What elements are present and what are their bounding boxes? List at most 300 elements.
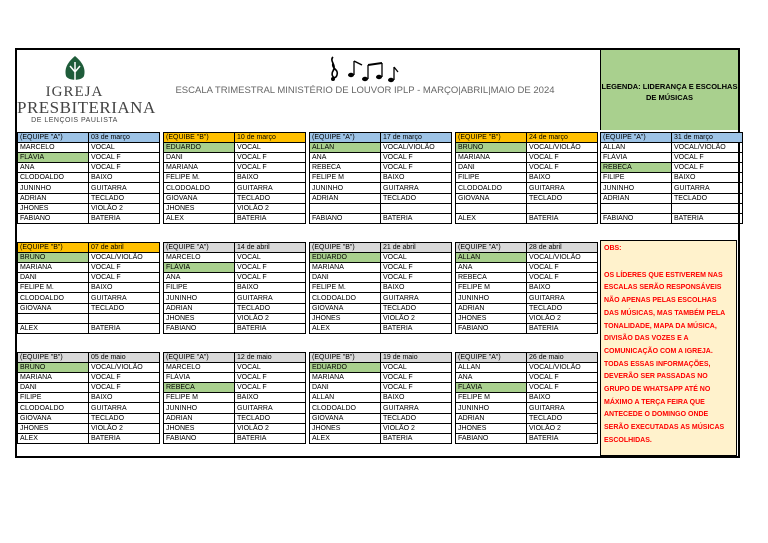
service-date: 17 de março bbox=[381, 133, 452, 143]
member-role: VOCAL F bbox=[381, 273, 452, 283]
schedule-block bbox=[600, 132, 743, 224]
table-row bbox=[601, 143, 743, 153]
table-row bbox=[164, 253, 306, 263]
logo-line-3: DE LENÇOIS PAULISTA bbox=[31, 117, 118, 124]
member-role bbox=[381, 203, 452, 213]
service-date: 28 de abril bbox=[527, 243, 598, 253]
table-row bbox=[456, 203, 598, 213]
table-row bbox=[601, 183, 743, 193]
table-row bbox=[310, 153, 452, 163]
member-name: FILIPE bbox=[18, 393, 89, 403]
table-row bbox=[456, 373, 598, 383]
table-row bbox=[456, 293, 598, 303]
member-role: VIOLÃO 2 bbox=[89, 423, 160, 433]
member-role: BAIXO bbox=[235, 283, 306, 293]
table-row bbox=[310, 423, 452, 433]
music-notes-icon bbox=[327, 53, 399, 85]
member-name: BRUNO bbox=[18, 363, 89, 373]
table-row bbox=[18, 403, 160, 413]
service-date: 31 de março bbox=[672, 133, 743, 143]
member-role: VOCAL/VIOLÃO bbox=[89, 363, 160, 373]
member-name bbox=[601, 203, 672, 213]
obs-text: OS LÍDERES QUE ESTIVEREM NAS ESCALAS SERÃO RESPONSÁVEIS NÃO APENAS PELAS ESCOLHAS DAS MÚSICAS, MAS TAMBÉM PELA TONALIDADE, MAPA DA MÚSICA, DIVISÃO DAS VOZES E A COMUNICAÇÃO COM A IGREJA. TODAS ESSAS INFORMAÇÕES, DEVERÃO SER PASSADAS NO GRUPO DE WHATSAPP ATÉ NO MÁXIMO A TERÇA FEIRA QUE ANTECEDE O DOMINGO ONDE SERÃO EXECUTADAS AS MÚSICAS ESCOLHIDAS. bbox=[604, 271, 725, 444]
member-role: BAIXO bbox=[89, 393, 160, 403]
member-name: DANI bbox=[456, 163, 527, 173]
member-role: GUITARRA bbox=[672, 183, 743, 193]
block-header bbox=[310, 133, 452, 143]
block-header bbox=[18, 353, 160, 363]
table-row bbox=[164, 363, 306, 373]
member-role: BATERIA bbox=[89, 433, 160, 443]
table-row bbox=[310, 163, 452, 173]
member-role: VOCAL F bbox=[527, 383, 598, 393]
block-header bbox=[18, 133, 160, 143]
table-row bbox=[456, 193, 598, 203]
member-name: MARIANA bbox=[18, 373, 89, 383]
member-name: JHONES bbox=[164, 423, 235, 433]
member-role: VOCAL/VIOLÃO bbox=[527, 143, 598, 153]
member-role bbox=[672, 203, 743, 213]
table-row bbox=[18, 413, 160, 423]
member-name: ANA bbox=[164, 273, 235, 283]
member-role: VOCAL bbox=[235, 253, 306, 263]
table-row bbox=[310, 413, 452, 423]
member-role: VOCAL/VIOLÃO bbox=[527, 253, 598, 263]
member-role: TECLADO bbox=[235, 193, 306, 203]
table-row bbox=[164, 293, 306, 303]
member-name: ANA bbox=[456, 373, 527, 383]
member-name: JUNINHO bbox=[456, 293, 527, 303]
schedule-block bbox=[309, 352, 452, 444]
member-name: JHONES bbox=[18, 423, 89, 433]
member-name: ALEX bbox=[310, 323, 381, 333]
table-row bbox=[310, 323, 452, 333]
table-row bbox=[164, 433, 306, 443]
member-name: ALEX bbox=[18, 433, 89, 443]
team-label: (EQUIPE "A") bbox=[456, 353, 527, 363]
member-role: BAIXO bbox=[381, 173, 452, 183]
table-row bbox=[18, 293, 160, 303]
table-row bbox=[164, 313, 306, 323]
member-role: VOCAL F bbox=[381, 383, 452, 393]
member-name: FILIPE bbox=[164, 283, 235, 293]
table-row bbox=[310, 213, 452, 223]
table-row bbox=[18, 373, 160, 383]
member-name: JUNINHO bbox=[164, 293, 235, 303]
table-row bbox=[164, 383, 306, 393]
member-name: ADRIAN bbox=[310, 193, 381, 203]
table-row bbox=[18, 253, 160, 263]
member-name: EDUARDO bbox=[310, 253, 381, 263]
member-role bbox=[527, 203, 598, 213]
member-role: BATERIA bbox=[527, 213, 598, 223]
table-row bbox=[164, 153, 306, 163]
table-row bbox=[310, 383, 452, 393]
member-name: ADRIAN bbox=[601, 193, 672, 203]
table-row bbox=[18, 433, 160, 443]
member-name: ALLAN bbox=[310, 143, 381, 153]
table-row bbox=[164, 143, 306, 153]
schedule-block bbox=[455, 132, 598, 224]
member-name: FELIPE M bbox=[310, 173, 381, 183]
member-role: TECLADO bbox=[381, 303, 452, 313]
table-row bbox=[601, 213, 743, 223]
member-name: CLODOALDO bbox=[18, 403, 89, 413]
table-row bbox=[164, 193, 306, 203]
table-row bbox=[164, 173, 306, 183]
member-name: JHONES bbox=[456, 423, 527, 433]
member-role: VOCAL/VIOLÃO bbox=[381, 143, 452, 153]
member-role: VOCAL bbox=[381, 253, 452, 263]
table-row bbox=[164, 263, 306, 273]
table-row bbox=[456, 323, 598, 333]
schedule-block bbox=[455, 352, 598, 444]
table-row bbox=[310, 303, 452, 313]
schedule-block bbox=[163, 242, 306, 334]
member-name: BRUNO bbox=[18, 253, 89, 263]
member-role: GUITARRA bbox=[527, 403, 598, 413]
member-role: VOCAL F bbox=[89, 383, 160, 393]
member-role: VOCAL F bbox=[235, 383, 306, 393]
member-role: GUITARRA bbox=[89, 183, 160, 193]
member-name: EDUARDO bbox=[164, 143, 235, 153]
member-role: VIOLÃO 2 bbox=[235, 203, 306, 213]
member-role: BATERIA bbox=[89, 323, 160, 333]
table-row bbox=[456, 423, 598, 433]
table-row bbox=[456, 273, 598, 283]
table-row bbox=[164, 423, 306, 433]
table-row bbox=[18, 323, 160, 333]
table-row bbox=[456, 283, 598, 293]
table-row bbox=[310, 173, 452, 183]
member-role: TECLADO bbox=[235, 413, 306, 423]
member-role: TECLADO bbox=[672, 193, 743, 203]
table-row bbox=[164, 183, 306, 193]
member-name: REBECA bbox=[456, 273, 527, 283]
member-role: VIOLÃO 2 bbox=[89, 203, 160, 213]
table-row bbox=[18, 423, 160, 433]
table-row bbox=[310, 263, 452, 273]
member-role: GUITARRA bbox=[381, 403, 452, 413]
table-row bbox=[18, 283, 160, 293]
member-name: MARCELO bbox=[18, 143, 89, 153]
service-date: 24 de março bbox=[527, 133, 598, 143]
member-name: MARCELO bbox=[164, 253, 235, 263]
member-name: FABIANO bbox=[18, 213, 89, 223]
member-name: JHONES bbox=[456, 313, 527, 323]
member-name: JUNINHO bbox=[310, 183, 381, 193]
member-role: TECLADO bbox=[527, 303, 598, 313]
obs-title: OBS: bbox=[604, 245, 622, 252]
member-name bbox=[456, 203, 527, 213]
member-role: GUITARRA bbox=[381, 293, 452, 303]
member-name: CLODOALDO bbox=[18, 173, 89, 183]
member-name: REBECA bbox=[310, 163, 381, 173]
schedule-block bbox=[455, 242, 598, 334]
member-role: VIOLÃO 2 bbox=[381, 313, 452, 323]
table-row bbox=[456, 313, 598, 323]
member-role: BATERIA bbox=[235, 433, 306, 443]
team-label: (EQUIPE "A") bbox=[456, 243, 527, 253]
table-row bbox=[164, 273, 306, 283]
member-role: VOCAL F bbox=[672, 163, 743, 173]
table-row bbox=[310, 403, 452, 413]
member-role: VOCAL F bbox=[235, 153, 306, 163]
member-role: BAIXO bbox=[235, 393, 306, 403]
member-name: DANI bbox=[18, 383, 89, 393]
member-role: VOCAL F bbox=[89, 373, 160, 383]
block-header bbox=[456, 133, 598, 143]
member-role: GUITARRA bbox=[527, 293, 598, 303]
table-row bbox=[456, 163, 598, 173]
member-role: VOCAL F bbox=[235, 273, 306, 283]
member-name: FABIANO bbox=[456, 323, 527, 333]
member-name: FLÁVIA bbox=[164, 263, 235, 273]
member-name: MARCELO bbox=[164, 363, 235, 373]
logo-line-1: IGREJA bbox=[45, 84, 104, 100]
member-name: ALLAN bbox=[601, 143, 672, 153]
member-name: ALLAN bbox=[456, 253, 527, 263]
member-role: TECLADO bbox=[89, 193, 160, 203]
member-role: VOCAL/VIOLÃO bbox=[672, 143, 743, 153]
schedule-block bbox=[309, 132, 452, 224]
table-row bbox=[601, 193, 743, 203]
table-row bbox=[310, 373, 452, 383]
member-role: VOCAL F bbox=[527, 263, 598, 273]
member-name: GIOVANA bbox=[456, 193, 527, 203]
team-label: (EQUIPE "B") bbox=[310, 243, 381, 253]
member-role: TECLADO bbox=[527, 413, 598, 423]
member-name: ADRIAN bbox=[164, 303, 235, 313]
table-row bbox=[164, 203, 306, 213]
table-row bbox=[18, 263, 160, 273]
member-role: VOCAL/VIOLÃO bbox=[89, 253, 160, 263]
member-role: BAIXO bbox=[235, 173, 306, 183]
block-header bbox=[310, 243, 452, 253]
member-name: DANI bbox=[18, 273, 89, 283]
member-role: GUITARRA bbox=[527, 183, 598, 193]
service-date: 14 de abril bbox=[235, 243, 306, 253]
member-name: JUNINHO bbox=[601, 183, 672, 193]
member-name: FABIANO bbox=[601, 213, 672, 223]
member-role: TECLADO bbox=[381, 413, 452, 423]
member-role: VOCAL F bbox=[89, 273, 160, 283]
team-label: (EQUIPE "A") bbox=[310, 133, 381, 143]
table-row bbox=[310, 363, 452, 373]
block-header bbox=[456, 353, 598, 363]
member-name: CLODOALDO bbox=[310, 293, 381, 303]
member-name: ADRIAN bbox=[164, 413, 235, 423]
member-name: FELIPE M. bbox=[164, 173, 235, 183]
table-row bbox=[164, 163, 306, 173]
member-role: BAIXO bbox=[381, 393, 452, 403]
table-row bbox=[18, 203, 160, 213]
member-name: FILIPE bbox=[456, 173, 527, 183]
table-row bbox=[456, 413, 598, 423]
member-name: DANI bbox=[310, 273, 381, 283]
member-role: VOCAL F bbox=[672, 153, 743, 163]
member-name: ANA bbox=[456, 263, 527, 273]
schedule-block bbox=[17, 242, 160, 334]
table-row bbox=[310, 393, 452, 403]
member-name: FABIANO bbox=[164, 433, 235, 443]
team-label: (EQUIPE "A") bbox=[164, 243, 235, 253]
member-name: JHONES bbox=[310, 313, 381, 323]
member-name bbox=[18, 313, 89, 323]
table-row bbox=[601, 153, 743, 163]
member-role: BATERIA bbox=[381, 323, 452, 333]
block-header bbox=[164, 133, 306, 143]
member-role: VIOLÃO 2 bbox=[235, 313, 306, 323]
member-name: JHONES bbox=[164, 313, 235, 323]
member-role: BATERIA bbox=[672, 213, 743, 223]
service-date: 03 de março bbox=[89, 133, 160, 143]
member-role: VOCAL F bbox=[527, 373, 598, 383]
member-role: VOCAL F bbox=[89, 153, 160, 163]
service-date: 21 de abril bbox=[381, 243, 452, 253]
member-role: VOCAL F bbox=[381, 153, 452, 163]
member-role: TECLADO bbox=[527, 193, 598, 203]
member-role: BATERIA bbox=[235, 213, 306, 223]
schedule-block bbox=[17, 132, 160, 224]
table-row bbox=[310, 293, 452, 303]
member-name: BRUNO bbox=[456, 143, 527, 153]
legend-box bbox=[600, 50, 738, 130]
member-name: GIOVANA bbox=[310, 303, 381, 313]
table-row bbox=[310, 143, 452, 153]
table-row bbox=[310, 183, 452, 193]
member-name: ALEX bbox=[18, 323, 89, 333]
member-name: FELIPE M bbox=[456, 283, 527, 293]
member-role: VOCAL F bbox=[89, 263, 160, 273]
member-role: BATERIA bbox=[381, 433, 452, 443]
member-name: FELIPE M bbox=[164, 393, 235, 403]
table-row bbox=[310, 313, 452, 323]
service-date: 07 de abril bbox=[89, 243, 160, 253]
member-role: BATERIA bbox=[527, 323, 598, 333]
member-role: BAIXO bbox=[89, 283, 160, 293]
table-row bbox=[18, 193, 160, 203]
table-row bbox=[18, 153, 160, 163]
block-header bbox=[456, 243, 598, 253]
team-label: (EQUIPE "B") bbox=[456, 133, 527, 143]
block-header bbox=[601, 133, 743, 143]
obs-box bbox=[600, 240, 737, 456]
member-name: CLODOALDO bbox=[164, 183, 235, 193]
member-role: BAIXO bbox=[381, 283, 452, 293]
member-role: VIOLÃO 2 bbox=[527, 313, 598, 323]
page-title: ESCALA TRIMESTRAL MINISTÉRIO DE LOUVOR IPLP - MARÇO|ABRIL|MAIO DE 2024 bbox=[175, 85, 555, 96]
table-row bbox=[456, 263, 598, 273]
member-role: VOCAL F bbox=[527, 163, 598, 173]
member-name: FILIPE bbox=[601, 173, 672, 183]
member-name: FABIANO bbox=[164, 323, 235, 333]
member-role: VOCAL bbox=[235, 143, 306, 153]
table-row bbox=[164, 393, 306, 403]
service-date: 12 de maio bbox=[235, 353, 306, 363]
member-name: MARIANA bbox=[310, 373, 381, 383]
table-row bbox=[310, 203, 452, 213]
block-header bbox=[164, 243, 306, 253]
member-name: FABIANO bbox=[310, 213, 381, 223]
table-row bbox=[456, 173, 598, 183]
member-name: JUNINHO bbox=[18, 183, 89, 193]
member-role: TECLADO bbox=[235, 303, 306, 313]
service-date: 26 de maio bbox=[527, 353, 598, 363]
member-role: BAIXO bbox=[527, 173, 598, 183]
team-label: (EQUIBE "B") bbox=[164, 133, 235, 143]
table-row bbox=[18, 143, 160, 153]
table-row bbox=[18, 383, 160, 393]
member-role: BATERIA bbox=[527, 433, 598, 443]
member-name: FELIPE M. bbox=[18, 283, 89, 293]
table-row bbox=[18, 393, 160, 403]
member-name: ALEX bbox=[456, 213, 527, 223]
church-logo bbox=[17, 52, 156, 128]
flame-icon bbox=[60, 54, 90, 84]
table-row bbox=[456, 253, 598, 263]
service-date: 19 de maio bbox=[381, 353, 452, 363]
member-name: REBECA bbox=[601, 163, 672, 173]
member-name: JUNINHO bbox=[164, 403, 235, 413]
table-row bbox=[18, 183, 160, 193]
member-role: VIOLÃO 2 bbox=[381, 423, 452, 433]
schedule-block bbox=[163, 352, 306, 444]
member-role: VOCAL F bbox=[381, 163, 452, 173]
table-row bbox=[456, 383, 598, 393]
member-role: GUITARRA bbox=[381, 183, 452, 193]
member-name: CLODOALDO bbox=[310, 403, 381, 413]
table-row bbox=[164, 323, 306, 333]
table-row bbox=[164, 303, 306, 313]
team-label: (EQUIPE "A") bbox=[601, 133, 672, 143]
member-name: ALLAN bbox=[310, 393, 381, 403]
member-role: VOCAL F bbox=[235, 163, 306, 173]
member-role: GUITARRA bbox=[235, 183, 306, 193]
table-row bbox=[310, 193, 452, 203]
member-role: TECLADO bbox=[89, 303, 160, 313]
member-name: CLODOALDO bbox=[18, 293, 89, 303]
service-date: 05 de maio bbox=[89, 353, 160, 363]
table-row bbox=[310, 253, 452, 263]
table-row bbox=[18, 303, 160, 313]
member-role: GUITARRA bbox=[89, 403, 160, 413]
table-row bbox=[456, 143, 598, 153]
member-name: CLODOALDO bbox=[456, 183, 527, 193]
member-name: GIOVANA bbox=[310, 413, 381, 423]
member-name: GIOVANA bbox=[18, 413, 89, 423]
table-row bbox=[164, 283, 306, 293]
member-name: GIOVANA bbox=[164, 193, 235, 203]
member-role: GUITARRA bbox=[235, 293, 306, 303]
member-name: FLÁVIA bbox=[18, 153, 89, 163]
member-name: ALEX bbox=[310, 433, 381, 443]
member-role bbox=[89, 313, 160, 323]
table-row bbox=[456, 403, 598, 413]
member-name: ANA bbox=[18, 163, 89, 173]
table-row bbox=[456, 153, 598, 163]
member-role: VOCAL F bbox=[381, 373, 452, 383]
table-row bbox=[18, 213, 160, 223]
logo-line-2: PRESBITERIANA bbox=[17, 98, 156, 117]
table-row bbox=[310, 433, 452, 443]
member-name: JHONES bbox=[164, 203, 235, 213]
team-label: (EQUIPE "B") bbox=[18, 243, 89, 253]
member-name: EDUARDO bbox=[310, 363, 381, 373]
member-role: BAIXO bbox=[89, 173, 160, 183]
table-row bbox=[601, 203, 743, 213]
member-role: BATERIA bbox=[381, 213, 452, 223]
